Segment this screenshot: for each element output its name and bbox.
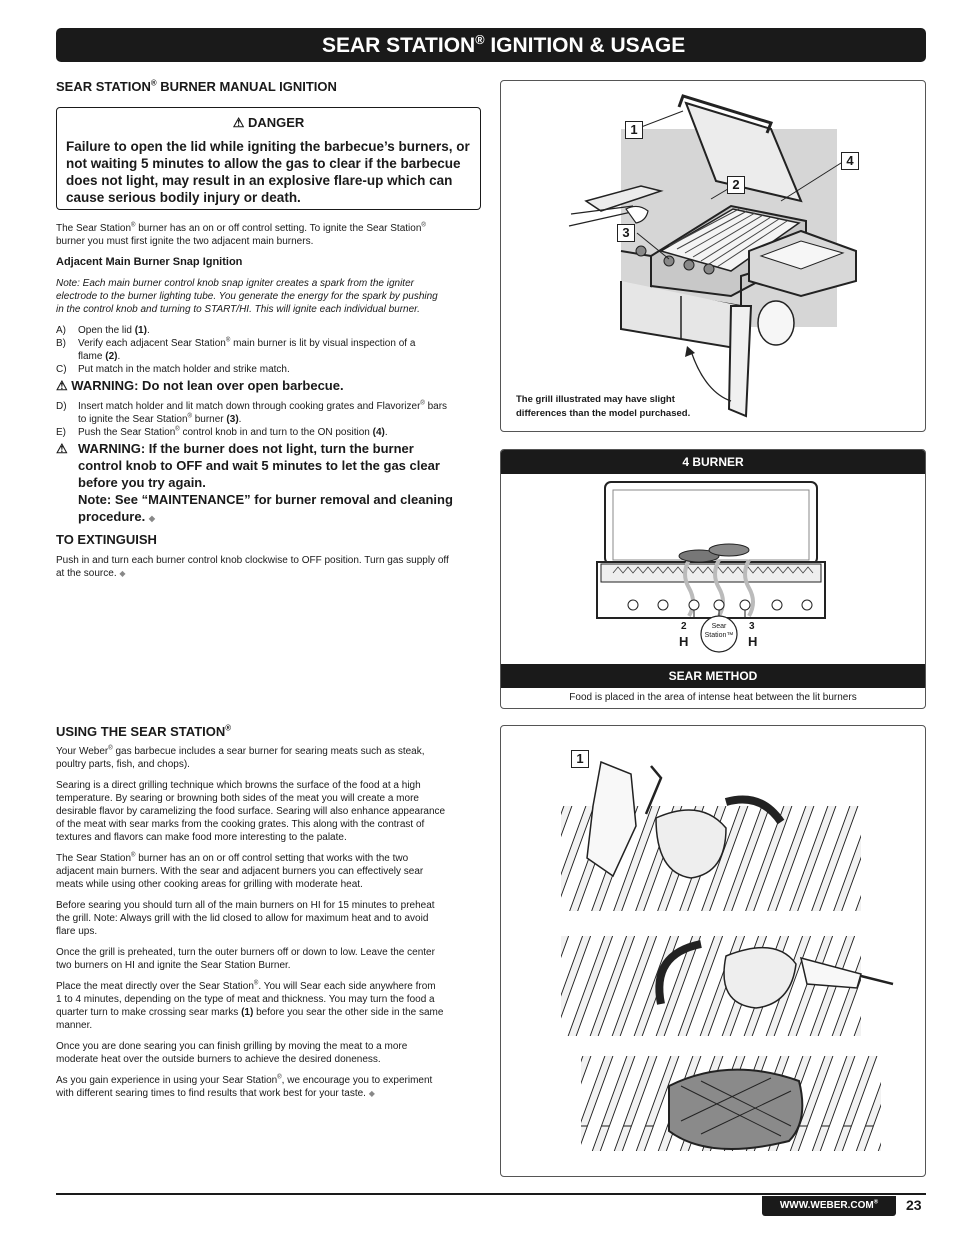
paragraph-line: flare ups. [56,926,98,937]
warning-not-light-icon-row [56,440,68,457]
paragraph [56,899,488,938]
snap-ignition-heading: Adjacent Main Burner Snap Ignition [56,256,243,268]
paragraph-line: of the meat with sear marks from the cooking grates. This along with the contrast of [56,819,425,830]
burner-figure [500,449,926,709]
ignition-heading: SEAR STATION® BURNER MANUAL IGNITION [56,78,337,94]
paragraph [56,1040,488,1066]
using-heading: USING THE SEAR STATION® [56,723,231,739]
sear-figure [500,725,926,1177]
paragraph-line: Before searing you should turn all of the main burners on HI for 15 minutes to preheat [56,900,435,911]
warning-not-light: WARNING: If the burner does not light, turn the burner control knob to OFF and wait 5 minutes to let the gas clear before you try again. Note: See “MAINTENANCE” for burner removal and cleaning procedure. ◆ [78,441,453,524]
paragraph-line: temperature. By searing or browning both sides of the meat you will create a more [56,793,419,804]
warning-triangle-icon: ⚠ [56,378,68,393]
paragraph-line: moderate heat over the outside burners to achieve the desired doneness. [56,1054,381,1065]
footer-rule [56,1193,926,1195]
callout-1: 1 [571,750,589,768]
burner-label-right-h: H [748,634,758,649]
grill-illustration [501,81,925,431]
paragraph [56,779,488,844]
danger-box [56,107,481,210]
warning-triangle-icon: ⚠ [232,115,245,130]
sear-method-title: SEAR METHOD [501,664,925,688]
end-diamond-icon: ◆ [119,569,126,578]
paragraph-line: Once the grill is preheated, turn the outer burners off or down to low. Leave the center [56,947,435,958]
paragraph-line: Searing is a direct grilling technique which browns the surface of the food at a high [56,780,421,791]
paragraph-line: Once you are done searing you can finish grilling by moving the meat to a more [56,1041,408,1052]
burner-figure-title: 4 BURNER [501,450,925,474]
burner-label-left-h: H [679,634,689,649]
warning-triangle-icon: ⚠ [56,441,68,456]
grill-caption: The grill illustrated may have slight differences than the model purchased. [516,394,691,419]
danger-text: Failure to open the lid while igniting the barbecue’s burners, or not waiting 5 minutes to allow the gas to clear if the barbecue does not light, may result in an explosive flare-up which can cause serious bodily injury or death. [66,139,470,205]
footer-url[interactable]: WWW.WEBER.COM® [762,1196,896,1216]
sear-illustration [501,726,925,1176]
paragraph: As you gain experience in using your Sear Station®, we encourage you to experiment with different searing times to find results that work best for your taste. ◆ [56,1074,433,1099]
paragraph: Your Weber® gas barbecue includes a sear burner for searing meats such as steak, poultry parts, fish, and chops). [56,745,425,770]
sear-station-label: Sear Station™ [704,623,734,639]
paragraph-line: two burners on HI and ignite the Sear Station Burner. [56,960,291,971]
paragraph-line: textures and flavors can make food more interesting to the palate. [56,832,347,843]
sear-method-text: Food is placed in the area of intense heat between the lit burners [569,692,857,703]
callout-1: 1 [625,121,643,139]
warning-lean: ⚠ WARNING: Do not lean over open barbecue. [56,378,344,393]
burner-label-left-num: 2 [681,621,687,632]
end-diamond-icon: ◆ [148,514,155,523]
grill-figure [500,80,926,432]
page-number: 23 [906,1197,922,1213]
paragraph: Place the meat directly over the Sear Station®. You will Sear each side anywhere from 1 to 4 minutes, depending on the type of meat and thickness. You may turn the food a quarter turn to make crossing sear marks (1) before you sear the other side in the same manner. [56,980,444,1031]
callout-3: 3 [617,224,635,242]
using-body [56,745,488,1100]
end-diamond-icon: ◆ [368,1089,375,1098]
callout-2: 2 [727,176,745,194]
paragraph [56,946,488,972]
step-b: B) Verify each adjacent Sear Station® main burner is lit by visual inspection of a flame (2). [56,337,416,362]
paragraph-line: the grill. Note: Always grill with the lid closed to allow for maximum heat and to avoid [56,913,429,924]
paragraph-line: desirable flavor by caramelizing the food surface. Searing will also enhance appearance [56,806,446,817]
extinguish-heading: TO EXTINGUISH [56,532,157,547]
step-d: D) Insert match holder and lit match down through cooking grates and Flavorizer® bars to ignite the Sear Station® burner (3). [56,400,448,425]
burner-label-right-num: 3 [749,621,755,632]
ignition-intro: The Sear Station® burner has an on or off control setting. To ignite the Sear Station® burner you must first ignite the two adjacent main burners. [56,222,426,247]
snap-ignition-note: Note: Each main burner control knob snap igniter creates a spark from the igniter electrode to the burner lighting tube. You generate the energy for the spark by pushing in the control knob and turning to START/HI. This will ignite each individual burner. [56,278,438,315]
extinguish-text: Push in and turn each burner control knob clockwise to OFF position. Turn gas supply off at the source. ◆ [56,555,449,579]
paragraph: The Sear Station® burner has an on or off control setting that works with the two adjacent main burners. With the sear and adjacent burners you can effectively sear meats while using other cooking areas for grilling with moderate heat. [56,852,424,890]
page-title: SEAR STATION® IGNITION & USAGE [56,28,926,62]
callout-4: 4 [841,152,859,170]
danger-title: DANGER [247,115,305,130]
steak-3 [669,1070,802,1149]
